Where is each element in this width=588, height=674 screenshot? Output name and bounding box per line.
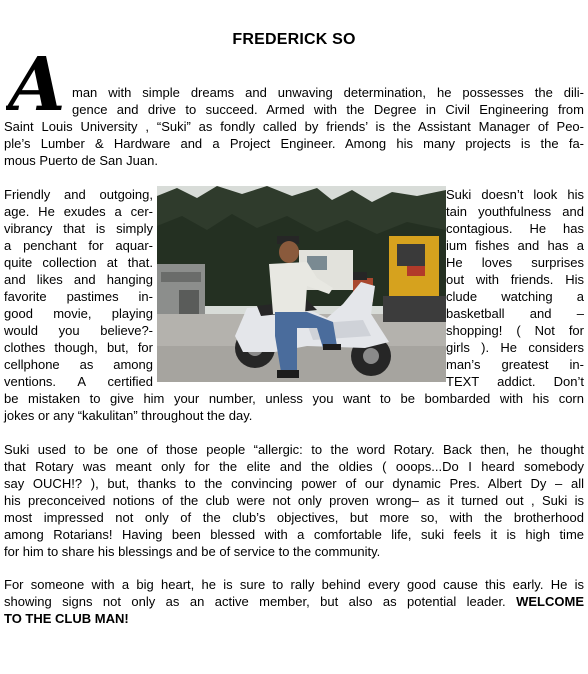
intro-line: man with simple dreams and unwaving determination, he possesses the dili- xyxy=(72,85,584,100)
column-line: favorite pastimes in- xyxy=(4,289,153,304)
paragraph-line: most impressed not only of the club’s objectives, but more so, with the brotherhood xyxy=(4,510,584,525)
column-line: vibrancy that is simply xyxy=(4,221,153,236)
rotary-paragraph xyxy=(4,441,584,560)
column-line: out with friends. His xyxy=(446,272,584,287)
intro-line: ple’s Lumber & Hardware and a Project Engineer. Among his many projects is the fa- xyxy=(4,136,584,151)
paragraph-line: for him to share his blessings and be of service to the community. xyxy=(4,544,381,559)
column-line: girls ). He considers xyxy=(446,340,584,355)
column-line: quite collection at that. xyxy=(4,255,153,270)
column-line: age. He exudes a cer- xyxy=(4,204,153,219)
dropcap-letter xyxy=(6,50,72,114)
column-line: man’s greatest in- xyxy=(446,357,584,372)
intro-line: gence and drive to succeed. Armed with the Degree in Civil Engineering from xyxy=(72,102,584,117)
column-line: TEXT addict. Don’t xyxy=(446,374,584,389)
column-line: basketball and – xyxy=(446,306,584,321)
welcome-text: WELCOME xyxy=(516,594,584,609)
right-column-text xyxy=(446,186,584,390)
column-line: and likes and hanging xyxy=(4,272,153,287)
column-line: shopping! ( Not for xyxy=(446,323,584,338)
paragraph-line: jokes or any “kakulitan” throughout the day. xyxy=(4,408,253,423)
paragraph-line xyxy=(4,610,584,627)
column-line: ventions. A certified xyxy=(4,374,153,389)
left-column-text xyxy=(4,186,153,390)
column-line: cellphone as among xyxy=(4,357,153,372)
column-line: He loves surprises xyxy=(446,255,584,270)
column-line: good movie, playing xyxy=(4,306,153,321)
column-line: would you believe?- xyxy=(4,323,153,338)
paragraph-line: that Rotary was meant only for the elite and the oldies ( ooops...Do I heard somebody xyxy=(4,459,584,474)
paragraph-line: For someone with a big heart, he is sure to rally behind every good cause this early. He is xyxy=(4,577,584,592)
article-title: FREDERICK SO xyxy=(232,31,356,48)
column-line: Friendly and outgoing, xyxy=(4,187,153,202)
intro-line: mous Puerto de San Juan. xyxy=(4,153,158,168)
column-line: clude watching a xyxy=(446,289,584,304)
photo-icon xyxy=(157,186,446,382)
welcome-club-text: TO THE CLUB MAN! xyxy=(4,611,129,626)
profile-photo xyxy=(157,186,446,382)
paragraph-line: his preconceived notions of the club were not only proven wrong– as it turned out , Suki is xyxy=(4,493,584,508)
column-line: a penchant for aquar- xyxy=(4,238,153,253)
column-line: clothes though, but, for xyxy=(4,340,153,355)
intro-line: Saint Louis University , “Suki” as fondly called by friends’ is the Assistant Manager of Peo- xyxy=(4,119,584,134)
paragraph-line xyxy=(4,593,584,610)
column-line: Suki doesn’t look his xyxy=(446,187,584,202)
continuation-paragraph xyxy=(4,390,584,424)
dropcap-glyph: A xyxy=(8,50,66,114)
closing-text: showing signs not only as an active member, but also as potential leader. xyxy=(4,594,517,609)
paragraph-line: say OUCH!? ), but, thanks to the convincing power of our dynamic Pres. Albert Dy – all xyxy=(4,476,584,491)
column-line: contagious. He has xyxy=(446,221,584,236)
paragraph-line: among Rotarians! Having been blessed with a comfortable life, suki feels it is high time xyxy=(4,527,584,542)
paragraph-line: be mistaken to give him your number, unless you want to be bombarded with his corn xyxy=(4,391,584,406)
column-line: tain youthfulness and xyxy=(446,204,584,219)
closing-paragraph xyxy=(4,576,584,627)
column-line: ium fishes and has a xyxy=(446,238,584,253)
paragraph-line: Suki used to be one of those people “allergic: to the word Rotary. Back then, he thought xyxy=(4,442,584,457)
